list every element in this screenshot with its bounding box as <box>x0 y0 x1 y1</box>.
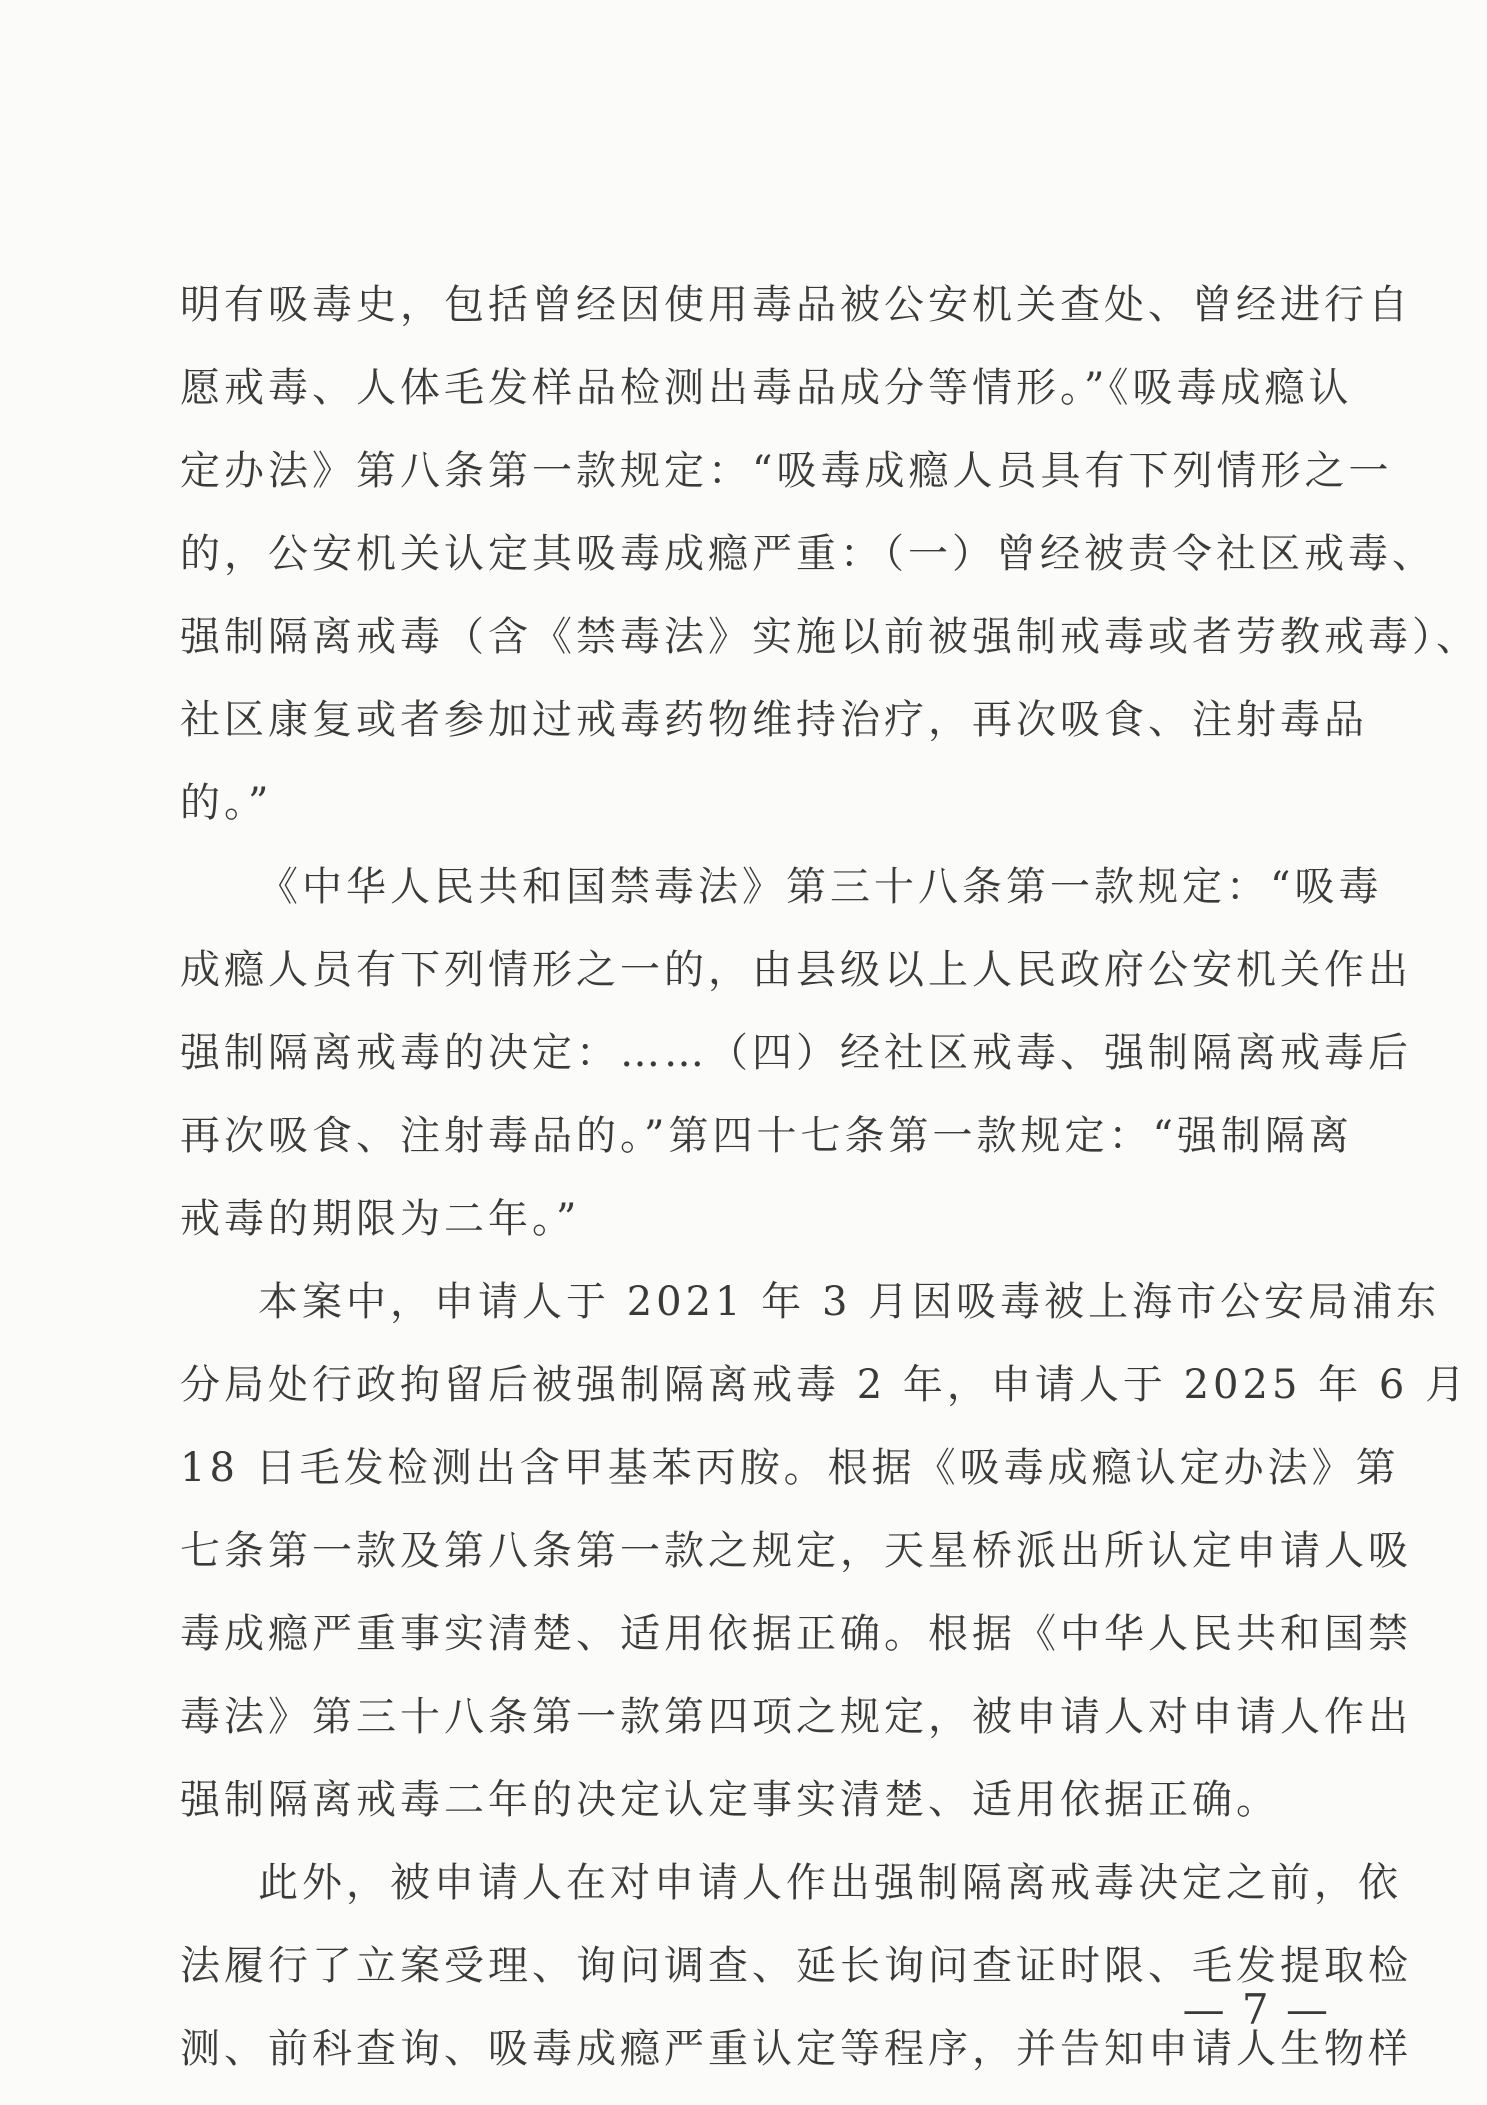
text-line: 本案中，申请人于 2021 年 3 月因吸毒被上海市公安局浦东 <box>258 1279 1441 1325</box>
text-line: 定办法》第八条第一款规定：“吸毒成瘾人员具有下列情形之一 <box>180 448 1393 494</box>
text-line: 社区康复或者参加过戒毒药物维持治疗，再次吸食、注射毒品 <box>180 697 1368 743</box>
text-line: 戒毒的期限为二年。” <box>180 1196 581 1242</box>
text-line: 毒成瘾严重事实清楚、适用依据正确。根据《中华人民共和国禁 <box>180 1611 1412 1657</box>
text-line: 《中华人民共和国禁毒法》第三十八条第一款规定：“吸毒 <box>258 864 1383 910</box>
text-line: 法履行了立案受理、询问调查、延长询问查证时限、毛发提取检 <box>180 1943 1412 1989</box>
text-line: 强制隔离戒毒的决定：……（四）经社区戒毒、强制隔离戒毒后 <box>180 1030 1412 1076</box>
page-number: — 7 — <box>1182 1985 1330 2034</box>
text-line: 毒法》第三十八条第一款第四项之规定，被申请人对申请人作出 <box>180 1694 1412 1740</box>
text-line: 明有吸毒史，包括曾经因使用毒品被公安机关查处、曾经进行自 <box>180 282 1412 328</box>
text-line: 测、前科查询、吸毒成瘾严重认定等程序，并告知申请人生物样 <box>180 2026 1412 2072</box>
text-line: 愿戒毒、人体毛发样品检测出毒品成分等情形。”《吸毒成瘾认 <box>180 365 1353 411</box>
text-line: 强制隔离戒毒（含《禁毒法》实施以前被强制戒毒或者劳教戒毒）、 <box>180 614 1480 660</box>
text-line: 强制隔离戒毒二年的决定认定事实清楚、适用依据正确。 <box>180 1777 1280 1823</box>
text-line: 的。” <box>180 780 273 826</box>
text-line: 成瘾人员有下列情形之一的，由县级以上人民政府公安机关作出 <box>180 947 1412 993</box>
text-line: 18 日毛发检测出含甲基苯丙胺。根据《吸毒成瘾认定办法》第 <box>180 1445 1400 1491</box>
text-line: 再次吸食、注射毒品的。”第四十七条第一款规定：“强制隔离 <box>180 1113 1353 1159</box>
text-line: 的，公安机关认定其吸毒成瘾严重：（一）曾经被责令社区戒毒、 <box>180 531 1436 577</box>
text-line: 此外，被申请人在对申请人作出强制隔离戒毒决定之前，依 <box>258 1860 1402 1906</box>
text-line: 七条第一款及第八条第一款之规定，天星桥派出所认定申请人吸 <box>180 1528 1412 1574</box>
text-line: 分局处行政拘留后被强制隔离戒毒 2 年，申请人于 2025 年 6 月 <box>180 1362 1469 1408</box>
